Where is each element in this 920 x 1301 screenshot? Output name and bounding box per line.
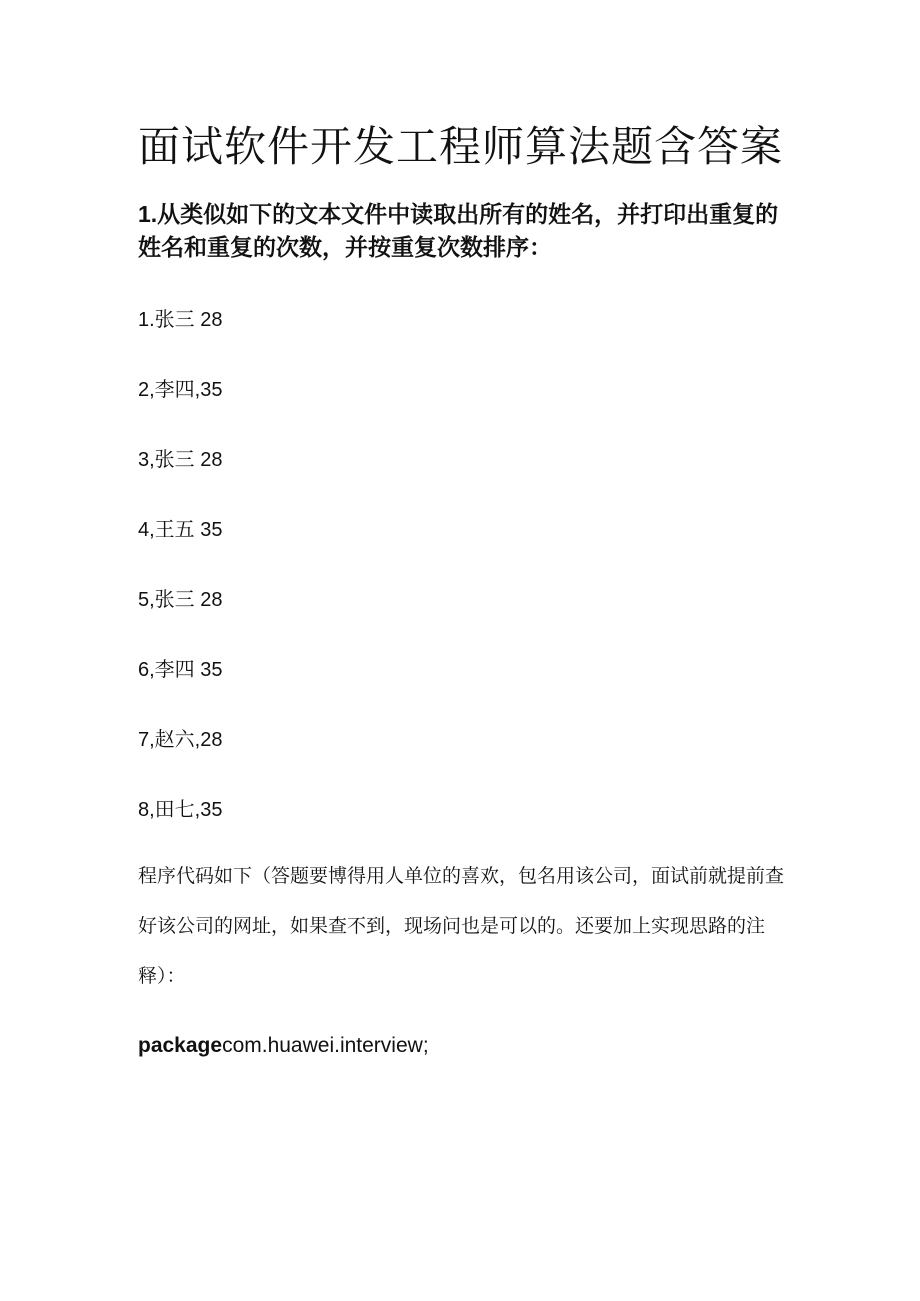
page-title: 面试软件开发工程师算法题含答案 [138, 122, 784, 171]
list-item: 5,张三 28 [138, 589, 223, 611]
code-keyword: package [138, 1034, 223, 1057]
code-value: com.huawei.interview; [222, 1034, 429, 1057]
list-item: 8,田七,35 [138, 799, 223, 821]
list-item: 4,王五 35 [138, 519, 223, 541]
list-item: 1.张三 28 [138, 309, 223, 331]
list-item: 7,赵六,28 [138, 729, 223, 751]
question-text: 1.从类似如下的文本文件中读取出所有的姓名，并打印出重复的姓名和重复的次数，并按重复次数排序： [138, 201, 779, 260]
list-item: 6,李四 35 [138, 659, 223, 681]
list-item: 3,张三 28 [138, 449, 223, 471]
list-item: 2,李四,35 [138, 379, 223, 401]
description-text: 程序代码如下（答题要博得用人单位的喜欢，包名用该公司，面试前就提前查好该公司的网址，如果查不到，现场问也是可以的。还要加上实现思路的注释）： [138, 866, 785, 987]
record-list [138, 300, 222, 860]
code-line [138, 1026, 429, 1066]
